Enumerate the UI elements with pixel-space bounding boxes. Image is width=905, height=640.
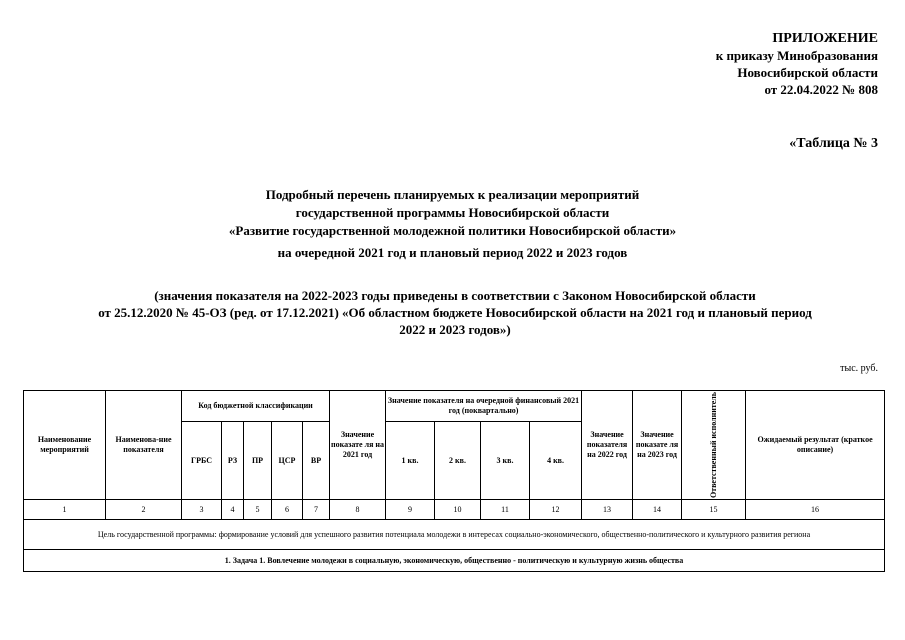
header-rz: РЗ bbox=[222, 421, 244, 499]
header-executor-label: Ответственный исполнитель bbox=[708, 392, 718, 499]
attachment-line-3: Новосибирской области bbox=[737, 65, 878, 80]
header-executor bbox=[682, 391, 746, 500]
title-line-1: Подробный перечень планируемых к реализации мероприятий bbox=[265, 187, 640, 202]
attachment-header bbox=[716, 30, 878, 98]
title-line-3: «Развитие государственной молодежной политики Новосибирской области» bbox=[228, 223, 677, 238]
program-goal-row: Цель государственной программы: формирование условий для успешного развития потенциала молодежи в интересах социально-экономического, общественно-политического и культурного развития региона bbox=[24, 520, 885, 550]
header-vr: ВР bbox=[303, 421, 330, 499]
events-table bbox=[23, 390, 885, 572]
header-q3: 3 кв. bbox=[481, 421, 530, 499]
column-number: 1 bbox=[24, 500, 106, 520]
task-row: 1. Задача 1. Вовлечение молодежи в социальную, экономическую, общественно - политическую и культурную жизнь общества bbox=[24, 550, 885, 572]
column-number: 13 bbox=[582, 500, 633, 520]
header-pr: ПР bbox=[244, 421, 272, 499]
column-number: 6 bbox=[272, 500, 303, 520]
header-q2: 2 кв. bbox=[435, 421, 481, 499]
column-number: 15 bbox=[682, 500, 746, 520]
note-line-3: 2022 и 2023 годов») bbox=[399, 322, 511, 337]
note-line-2: от 25.12.2020 № 45-ОЗ (ред. от 17.12.2021) «Об областном бюджете Новосибирской области на 2021 год и плановый период bbox=[98, 305, 812, 320]
header-event-name: Наименование мероприятий bbox=[24, 391, 106, 500]
header-quarterly: Значение показателя на очередной финансовый 2021 год (поквартально) bbox=[386, 391, 582, 422]
column-number: 10 bbox=[435, 500, 481, 520]
document-title bbox=[0, 186, 905, 262]
title-line-2: государственной программы Новосибирской области bbox=[295, 205, 610, 220]
column-number: 14 bbox=[633, 500, 682, 520]
title-line-4: на очередной 2021 год и плановый период 2022 и 2023 годов bbox=[277, 245, 628, 260]
header-grbs: ГРБС bbox=[182, 421, 222, 499]
header-value-2021: Значение показате ля на 2021 год bbox=[330, 391, 386, 500]
column-number: 2 bbox=[106, 500, 182, 520]
column-number: 7 bbox=[303, 500, 330, 520]
header-q1: 1 кв. bbox=[386, 421, 435, 499]
header-indicator-name: Наименова-ние показателя bbox=[106, 391, 182, 500]
column-number: 9 bbox=[386, 500, 435, 520]
attachment-line-1: ПРИЛОЖЕНИЕ bbox=[772, 31, 878, 46]
column-number-row bbox=[24, 500, 885, 520]
column-number: 11 bbox=[481, 500, 530, 520]
attachment-line-2: к приказу Минобразования bbox=[715, 48, 878, 63]
header-budget-code: Код бюджетной классификации bbox=[182, 391, 330, 422]
column-number: 3 bbox=[182, 500, 222, 520]
column-number: 8 bbox=[330, 500, 386, 520]
column-number: 16 bbox=[746, 500, 885, 520]
header-q4: 4 кв. bbox=[530, 421, 582, 499]
header-value-2022: Значение показателя на 2022 год bbox=[582, 391, 633, 500]
column-number: 5 bbox=[244, 500, 272, 520]
units-label: тыс. руб. bbox=[840, 363, 878, 374]
header-expected-result: Ожидаемый результат (краткое описание) bbox=[746, 391, 885, 500]
attachment-line-4: от 22.04.2022 № 808 bbox=[764, 82, 878, 97]
document-note bbox=[30, 287, 880, 338]
note-line-1: (значения показателя на 2022-2023 годы приведены в соответствии с Законом Новосибирской области bbox=[154, 288, 756, 303]
header-value-2023: Значение показате ля на 2023 год bbox=[633, 391, 682, 500]
header-csr: ЦСР bbox=[272, 421, 303, 499]
column-number: 4 bbox=[222, 500, 244, 520]
table-number: «Таблица № 3 bbox=[789, 136, 878, 151]
column-number: 12 bbox=[530, 500, 582, 520]
